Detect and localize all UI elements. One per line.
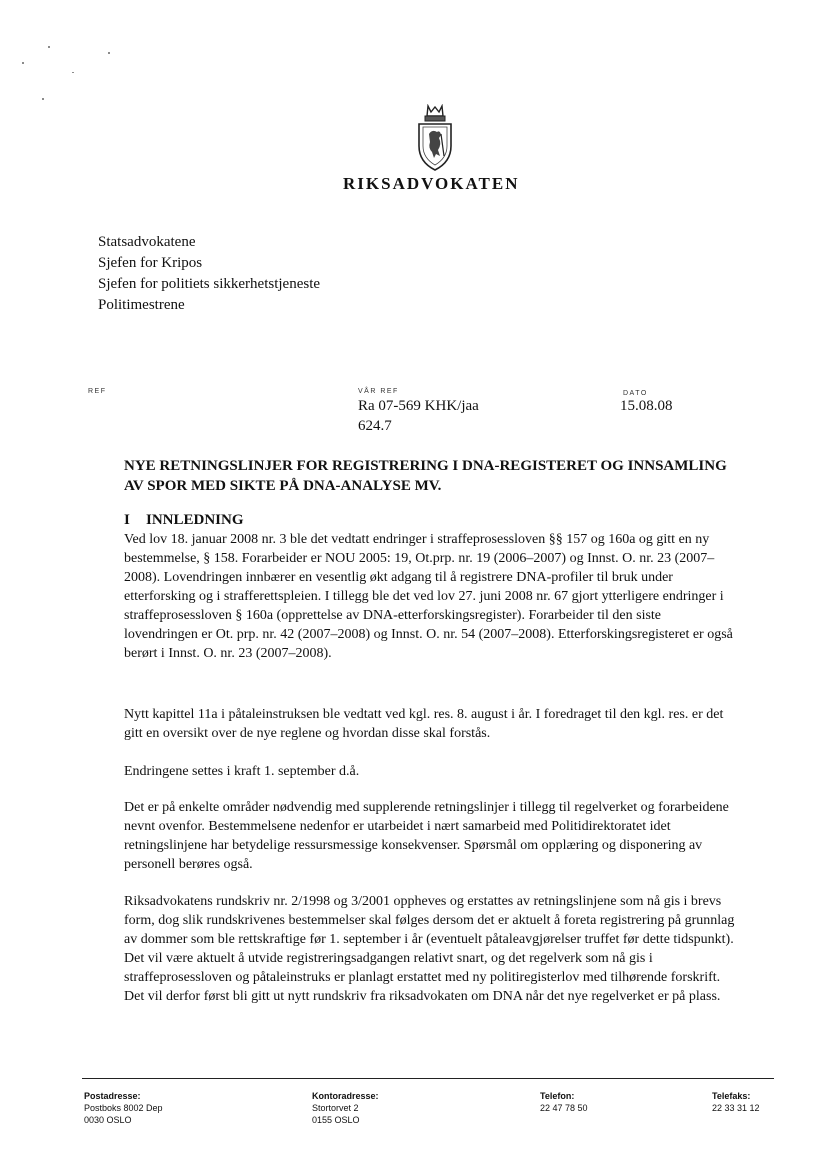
body-paragraph: Ved lov 18. januar 2008 nr. 3 ble det vedtatt endringer i straffeprosessloven §§ 157 og 160a og gitt en ny bestemmelse, § 158. Forarbeider er NOU 2005: 19, Ot.prp. nr. 19 (2006–2007) og Innst. O. nr. 23 (2007–2008). Lovendringen innbærer en vesentlig økt adgang til å registrere DNA-profiler til bruk under etterforsking og i strafferettspleien. I tillegg ble det ved lov 27. juni 2008 nr. 67 gjort ytterligere endringer i straffeprosessloven § 160a (opprettelse av DNA-etterforskingsregister). Forarbeider til den siste lovendringen er Ot. prp. nr. 42 (2007–2008) og Innst. O. nr. 54 (2007–2008). Etterforskingsregisteret er også berørt i Innst. O. nr. 23 (2007–2008). xyxy=(124,532,733,661)
ref-label: REF xyxy=(88,388,107,395)
recipient-line: Politimestrene xyxy=(98,297,185,313)
postal-address-line: Postboks 8002 Dep xyxy=(84,1103,163,1113)
postal-address-line: 0030 OSLO xyxy=(84,1115,132,1125)
organization-name: RIKSADVOKATEN xyxy=(343,174,520,193)
coat-of-arms-icon xyxy=(412,104,458,172)
var-ref-label: VÅR REF xyxy=(358,388,399,395)
section-number: I xyxy=(124,512,130,528)
scan-speck xyxy=(48,46,50,48)
postal-address-label: Postadresse: xyxy=(84,1091,141,1101)
var-ref-value: Ra 07-569 KHK/jaa xyxy=(358,398,479,414)
scan-speck xyxy=(22,62,24,64)
body-paragraph: Nytt kapittel 11a i påtaleinstruksen ble vedtatt ved kgl. res. 8. august i år. I foredraget til den kgl. res. er det gitt en oversikt over de nye reglene og hvordan disse skal forstås. xyxy=(124,707,724,741)
footer-postal-address xyxy=(84,1090,163,1126)
phone-number: 22 47 78 50 xyxy=(540,1103,588,1113)
scan-speck xyxy=(72,72,74,73)
body-paragraph: Endringene settes i kraft 1. september d.å. xyxy=(124,764,360,779)
fax-label: Telefaks: xyxy=(712,1091,751,1101)
body-paragraph: Det er på enkelte områder nødvendig med supplerende retningslinjer i tillegg til regelverket og forarbeidene nevnt ovenfor. Bestemmelsene nedenfor er utarbeidet i nært samarbeid med Politidirektoratet idet retningslinjene har betydelige ressursmessige konsekvenser. Spørsmål om opplæring og disponering av personell berøres også. xyxy=(124,800,729,872)
fax-number: 22 33 31 12 xyxy=(712,1103,760,1113)
footer-office-address xyxy=(312,1090,379,1126)
document-title: NYE RETNINGSLINJER FOR REGISTRERING I DNA-REGISTERET OG INNSAMLING AV SPOR MED SIKTE PÅ DNA-ANALYSE MV. xyxy=(124,458,727,494)
recipient-line: Sjefen for politiets sikkerhetstjeneste xyxy=(98,276,321,292)
section-title: INNLEDNING xyxy=(146,512,244,528)
footer-phone xyxy=(540,1090,588,1114)
footer-fax xyxy=(712,1090,760,1114)
recipient-line: Statsadvokatene xyxy=(98,234,196,250)
scan-speck xyxy=(108,52,110,54)
office-address-line: 0155 OSLO xyxy=(312,1115,360,1125)
phone-label: Telefon: xyxy=(540,1091,575,1101)
office-address-line: Stortorvet 2 xyxy=(312,1103,359,1113)
body-paragraph: Riksadvokatens rundskriv nr. 2/1998 og 3/2001 oppheves og erstattes av retningslinjene som nå gis i brevs form, dog slik rundskrivenes bestemmelser skal følges dersom det er aktuelt å foreta registrering på grunnlag av dommer som ble rettskraftige før 1. september i år (eventuelt påtaleavgjørelser truffet før dette tidspunkt). Det vil være aktuelt å utvide registreringsadgangen relativt snart, og det regelverk som nå gis i straffeprosessloven og påtaleinstruks er planlagt erstattet med ny politiregisterlov med tilhørende forskrift. Det vil derfor først bli gitt ut nytt rundskriv fra riksadvokaten om DNA når det nye regelverket er på plass. xyxy=(124,894,735,1004)
section-heading xyxy=(124,512,244,529)
scan-speck xyxy=(42,98,44,100)
office-address-label: Kontoradresse: xyxy=(312,1091,379,1101)
footer-divider xyxy=(82,1078,774,1079)
recipient-line: Sjefen for Kripos xyxy=(98,255,203,271)
var-ref-archive: 624.7 xyxy=(358,418,392,434)
date-value: 15.08.08 xyxy=(620,398,673,414)
date-label: DATO xyxy=(623,390,648,397)
